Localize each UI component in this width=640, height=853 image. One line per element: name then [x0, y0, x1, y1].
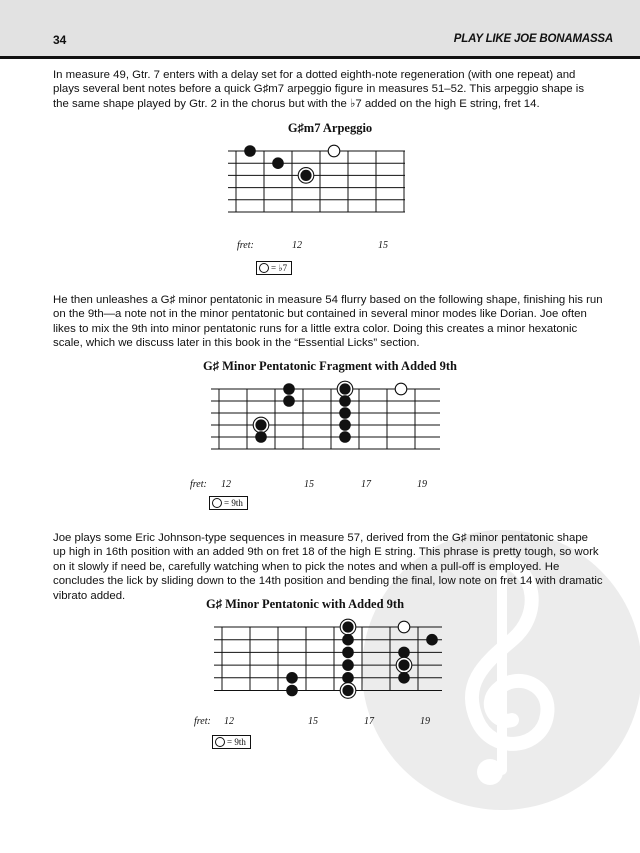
running-title: PLAY LIKE JOE BONAMASSA — [453, 33, 613, 45]
paragraph-1: In measure 49, Gtr. 7 enters with a delay set for a dotted eighth-note regeneration (with one repeat) and plays several bent notes before a quick G♯m7 arpeggio figure in measures 51–52. This arpeggio shape is the same shape played by Gtr. 2 in the chorus but with the ♭7 added on the high E string, fret 14. — [53, 69, 585, 110]
diagram-title-pentatonic-fragment: G♯ Minor Pentatonic Fragment with Added 9th — [203, 359, 457, 373]
note-filled-dot — [286, 672, 298, 684]
diagram-title-gsm7-arpeggio: G♯m7 Arpeggio — [287, 121, 373, 135]
paragraph-3: Joe plays some Eric Johnson-type sequences in measure 57, derived from the G♯ minor pentatonic shape up high in 16th position with an added 9th on fret 18 of the high E string. This phrase is pretty tough, so work on it slowly if need be, carefully watching when to pick the notes and when a pull-off is employed. He concludes the lick by sliding down to the 14th position and bending the final, low note on fret 14 with dramatic vibrato added. — [53, 532, 603, 602]
fret-number: 17 — [364, 716, 374, 727]
fret-number: 12 — [292, 240, 302, 251]
note-root-dot — [340, 619, 356, 635]
fret-number: 19 — [417, 479, 427, 490]
fret-label: fret: — [194, 716, 211, 727]
note-open-dot — [398, 621, 410, 633]
note-root-dot — [396, 657, 412, 673]
diagram-title-pentatonic-added-9th: G♯ Minor Pentatonic with Added 9th — [205, 597, 405, 611]
note-filled-dot — [398, 672, 410, 684]
fret-number: 15 — [378, 240, 388, 251]
open-circle-icon — [215, 737, 225, 747]
legend-text: = ♭7 — [271, 262, 288, 273]
note-root-dot — [340, 683, 356, 699]
note-filled-dot — [426, 634, 438, 646]
fret-number: 19 — [420, 716, 430, 727]
legend-9th — [212, 735, 251, 749]
note-filled-dot — [342, 647, 354, 659]
paragraph-2: He then unleashes a G♯ minor pentatonic in measure 54 flurry based on the following shape, finishing his run on the 9th—a note not in the minor pentatonic but contained in several minor modes like Dorian. Joe often likes to mix the 9th into minor pentatonic runs for a little extra color. Doing this creates a minor hexatonic scale, which we discuss later in this book in the “Essential Licks” section. — [53, 294, 603, 350]
fret-number: 12 — [224, 716, 234, 727]
fret-number: 17 — [361, 479, 371, 490]
page-number: 34 — [53, 33, 67, 47]
fret-label: fret: — [190, 479, 207, 490]
note-filled-dot — [342, 659, 354, 671]
note-filled-dot — [342, 634, 354, 646]
fret-number: 15 — [304, 479, 314, 490]
note-filled-dot — [286, 685, 298, 697]
legend-text: = 9th — [227, 737, 246, 747]
fret-number: 12 — [221, 479, 231, 490]
note-filled-dot — [398, 647, 410, 659]
fret-label: fret: — [237, 240, 254, 251]
fret-number: 15 — [308, 716, 318, 727]
note-filled-dot — [342, 672, 354, 684]
legend-text: = 9th — [224, 498, 243, 508]
